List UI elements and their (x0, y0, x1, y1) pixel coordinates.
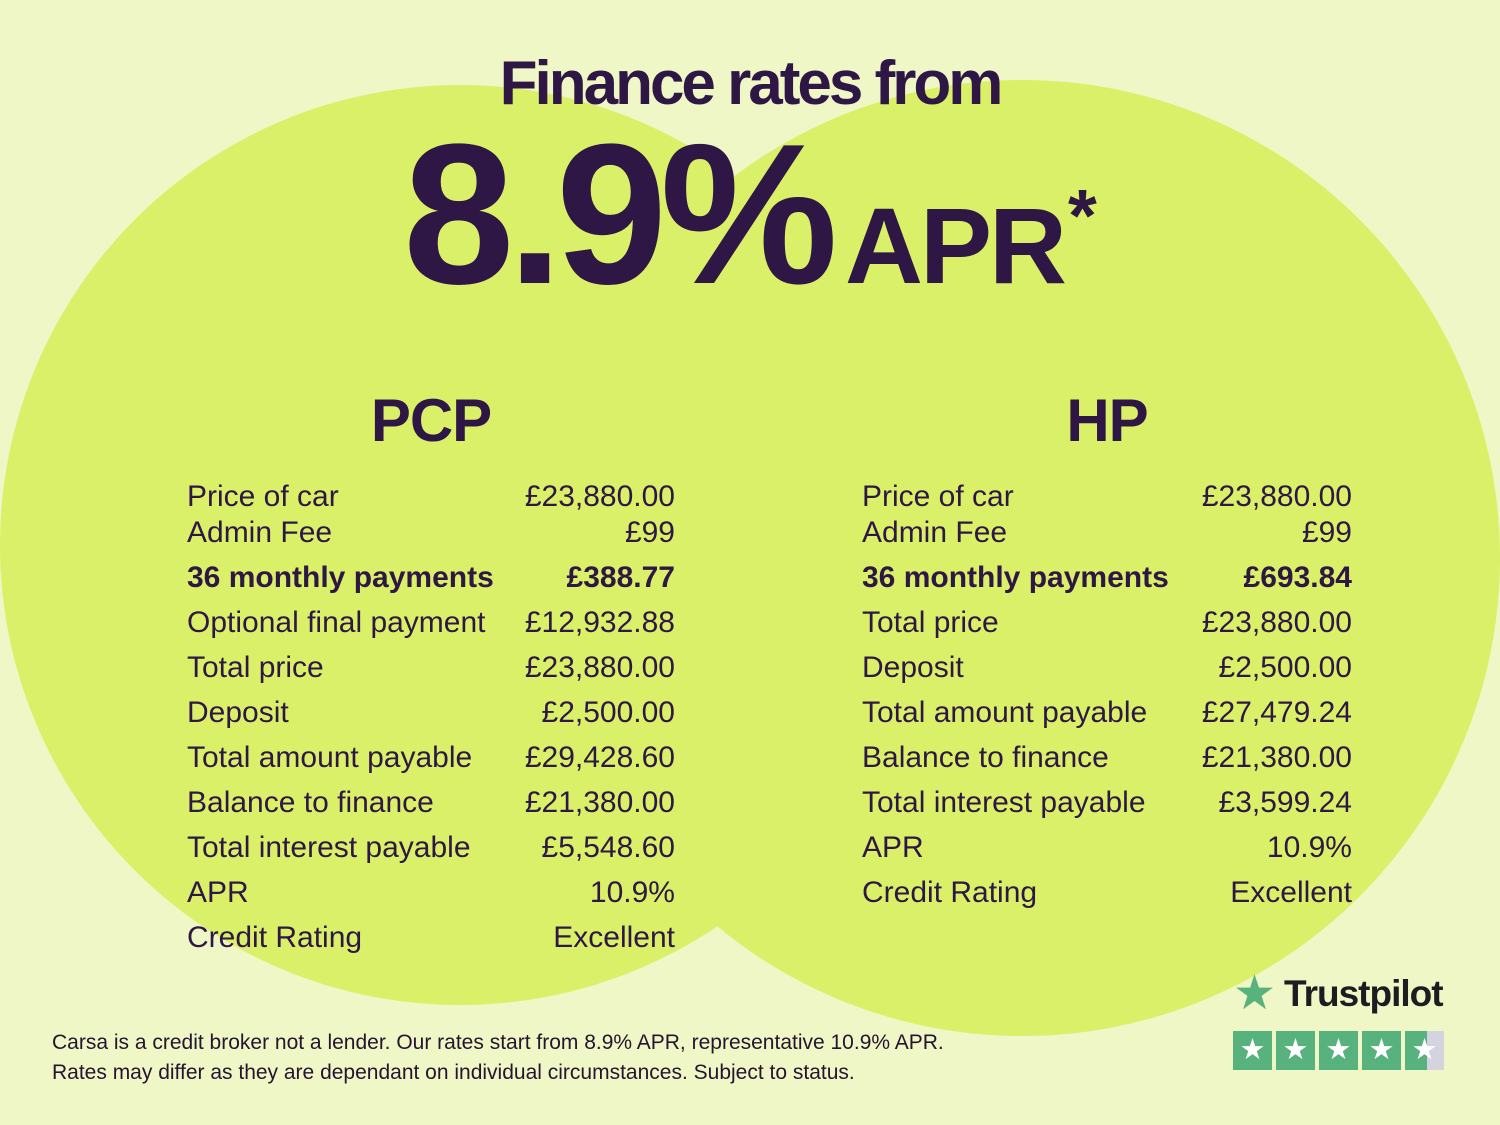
row-label: Price of car (187, 480, 339, 513)
row-label: Total amount payable (862, 695, 1148, 729)
row-label: Credit Rating (187, 920, 363, 954)
table-row (187, 690, 675, 735)
row-label: Balance to finance (862, 740, 1109, 774)
table-row (862, 600, 1352, 645)
row-label: Credit Rating (862, 875, 1038, 909)
row-value: 10.9% (589, 875, 675, 909)
table-row (187, 479, 675, 515)
row-value: £12,932.88 (524, 605, 675, 639)
hp-table (862, 479, 1352, 915)
headline-rate-value: 8.9% (403, 103, 831, 326)
row-value: £27,479.24 (1201, 695, 1352, 729)
row-value: Excellent (553, 920, 675, 954)
star-icon: ★ (1411, 1034, 1438, 1066)
trustpilot-widget (1233, 967, 1447, 1070)
table-row (187, 600, 675, 645)
row-label: Price of car (862, 480, 1014, 513)
row-label: Balance to finance (187, 785, 434, 819)
row-label: 36 monthly payments (187, 560, 494, 594)
table-row (862, 479, 1352, 515)
row-value: £29,428.60 (524, 740, 675, 774)
row-value: £99 (624, 516, 675, 549)
row-label: Total price (862, 605, 999, 639)
star-icon: ★ (1368, 1034, 1395, 1066)
table-row (187, 915, 675, 960)
table-row (862, 825, 1352, 870)
star-icon: ★ (1325, 1034, 1352, 1066)
table-row (187, 515, 675, 551)
row-value: £5,548.60 (541, 830, 675, 864)
table-row (187, 825, 675, 870)
row-value: £23,880.00 (524, 480, 675, 513)
row-label: Admin Fee (187, 516, 333, 549)
row-value: £2,500.00 (541, 695, 675, 729)
row-label: APR (862, 830, 924, 864)
row-value: £2,500.00 (1218, 650, 1352, 684)
trustpilot-wordmark: Trustpilot (1284, 973, 1443, 1014)
rating-star-full (1319, 1031, 1358, 1070)
rating-star-full (1276, 1031, 1315, 1070)
row-value: Excellent (1230, 875, 1352, 909)
trustpilot-logo (1233, 967, 1447, 1020)
row-value: £3,599.24 (1218, 785, 1352, 819)
table-row (862, 645, 1352, 690)
row-label: Admin Fee (862, 516, 1008, 549)
table-row (187, 780, 675, 825)
table-row (187, 735, 675, 780)
row-label: Total amount payable (187, 740, 473, 774)
disclaimer-line-1: Carsa is a credit broker not a lender. Our rates start from 8.9% APR, representative 10.9% APR. (52, 1031, 944, 1054)
table-row (187, 555, 675, 600)
table-row (187, 870, 675, 915)
star-icon: ★ (1239, 1034, 1266, 1066)
row-label: Total interest payable (862, 785, 1146, 819)
disclaimer (52, 1028, 944, 1088)
table-row (862, 780, 1352, 825)
row-value: £99 (1301, 516, 1352, 549)
table-row (862, 555, 1352, 600)
table-row (862, 735, 1352, 780)
row-label: Optional final payment (187, 605, 486, 639)
row-label: Deposit (862, 650, 964, 684)
headline-asterisk: * (1068, 174, 1097, 257)
row-value: £21,380.00 (1201, 740, 1352, 774)
trustpilot-star-icon: ★ (1233, 967, 1277, 1020)
rating-star-half (1405, 1031, 1444, 1070)
row-value: £693.84 (1243, 560, 1352, 594)
row-label: Deposit (187, 695, 289, 729)
table-row (862, 515, 1352, 551)
disclaimer-line-2: Rates may differ as they are dependant on individual circumstances. Subject to status. (52, 1061, 855, 1084)
pcp-column (187, 387, 675, 960)
row-value: £23,880.00 (1201, 480, 1352, 513)
row-value: £21,380.00 (524, 785, 675, 819)
rating-star-full (1233, 1031, 1272, 1070)
headline-rate (0, 103, 1500, 326)
hp-column (862, 387, 1352, 915)
row-label: Total interest payable (187, 830, 471, 864)
row-value: 10.9% (1266, 830, 1352, 864)
headline-apr-label: APR (845, 185, 1065, 306)
page-title: Finance rates from (499, 49, 1001, 118)
row-value: £23,880.00 (1201, 605, 1352, 639)
pcp-table (187, 479, 675, 960)
hp-heading: HP (1066, 387, 1148, 454)
star-icon: ★ (1282, 1034, 1309, 1066)
table-row (862, 690, 1352, 735)
row-label: Total price (187, 650, 324, 684)
rating-star-full (1362, 1031, 1401, 1070)
row-value: £388.77 (566, 560, 675, 594)
row-value: £23,880.00 (524, 650, 675, 684)
pcp-heading: PCP (370, 387, 492, 454)
table-row (862, 870, 1352, 915)
table-row (187, 645, 675, 690)
row-label: 36 monthly payments (862, 560, 1169, 594)
row-label: APR (187, 875, 249, 909)
trustpilot-rating-stars (1233, 1031, 1447, 1070)
